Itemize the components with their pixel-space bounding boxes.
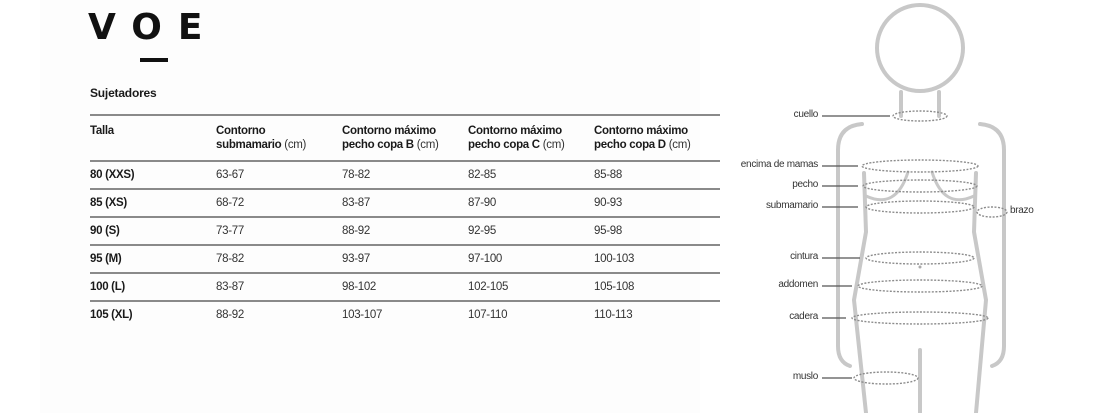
value-cell: 83-87: [216, 272, 342, 300]
ring-cadera: [852, 312, 988, 324]
navel-dot: [919, 266, 922, 269]
label-muslo: muslo: [792, 371, 818, 382]
ring-pecho: [863, 180, 977, 192]
ring-submamario: [866, 201, 974, 213]
size-table: [90, 114, 720, 328]
value-cell: 107-110: [468, 300, 594, 328]
value-cell: 78-82: [342, 160, 468, 188]
value-cell: 95-98: [594, 216, 720, 244]
value-cell: 85-88: [594, 160, 720, 188]
size-cell: 85 (XS): [90, 188, 216, 216]
table-header-row: [90, 114, 720, 160]
size-cell: 105 (XL): [90, 300, 216, 328]
value-cell: 83-87: [342, 188, 468, 216]
value-cell: 73-77: [216, 216, 342, 244]
value-cell: 88-92: [216, 300, 342, 328]
table-row: [90, 216, 720, 244]
value-cell: 93-97: [342, 244, 468, 272]
table-row: [90, 300, 720, 328]
header-talla: Talla: [90, 114, 216, 160]
value-cell: 63-67: [216, 160, 342, 188]
table-row: [90, 244, 720, 272]
label-cadera: cadera: [789, 311, 818, 322]
ring-cintura: [866, 252, 974, 264]
label-submamario: submamario: [765, 200, 818, 211]
label-cintura: cintura: [790, 251, 818, 262]
value-cell: 98-102: [342, 272, 468, 300]
value-cell: 87-90: [468, 188, 594, 216]
value-cell: 92-95: [468, 216, 594, 244]
value-cell: 100-103: [594, 244, 720, 272]
body-measurement-figure: [720, 0, 1112, 413]
table-row: [90, 272, 720, 300]
header-submamario: Contorno submamario (cm): [216, 114, 342, 160]
label-cuello: cuello: [793, 109, 818, 120]
section-title: Sujetadores: [90, 86, 157, 100]
logo-underline: [140, 58, 168, 62]
value-cell: 90-93: [594, 188, 720, 216]
size-cell: 100 (L): [90, 272, 216, 300]
table-row: [90, 160, 720, 188]
value-cell: 82-85: [468, 160, 594, 188]
value-cell: 68-72: [216, 188, 342, 216]
size-cell: 95 (M): [90, 244, 216, 272]
header-copa-c: Contorno máximo pecho copa C (cm): [468, 114, 594, 160]
value-cell: 78-82: [216, 244, 342, 272]
size-cell: 80 (XXS): [90, 160, 216, 188]
label-brazo: brazo: [1010, 205, 1034, 216]
header-copa-d: Contorno máximo pecho copa D (cm): [594, 114, 720, 160]
value-cell: 88-92: [342, 216, 468, 244]
logo-text: VOE: [88, 7, 219, 48]
value-cell: 103-107: [342, 300, 468, 328]
label-addomen: addomen: [778, 279, 818, 290]
value-cell: 110-113: [594, 300, 720, 328]
value-cell: 105-108: [594, 272, 720, 300]
ring-addomen: [858, 280, 982, 292]
ring-encima-de-mamas: [862, 160, 978, 172]
voe-logo: [88, 8, 218, 64]
table-row: [90, 188, 720, 216]
label-pecho: pecho: [792, 179, 818, 190]
size-cell: 90 (S): [90, 216, 216, 244]
value-cell: 97-100: [468, 244, 594, 272]
header-copa-b: Contorno máximo pecho copa B (cm): [342, 114, 468, 160]
leader-lines: [822, 116, 890, 378]
value-cell: 102-105: [468, 272, 594, 300]
label-encima-de-mamas: encima de mamas: [740, 159, 818, 170]
